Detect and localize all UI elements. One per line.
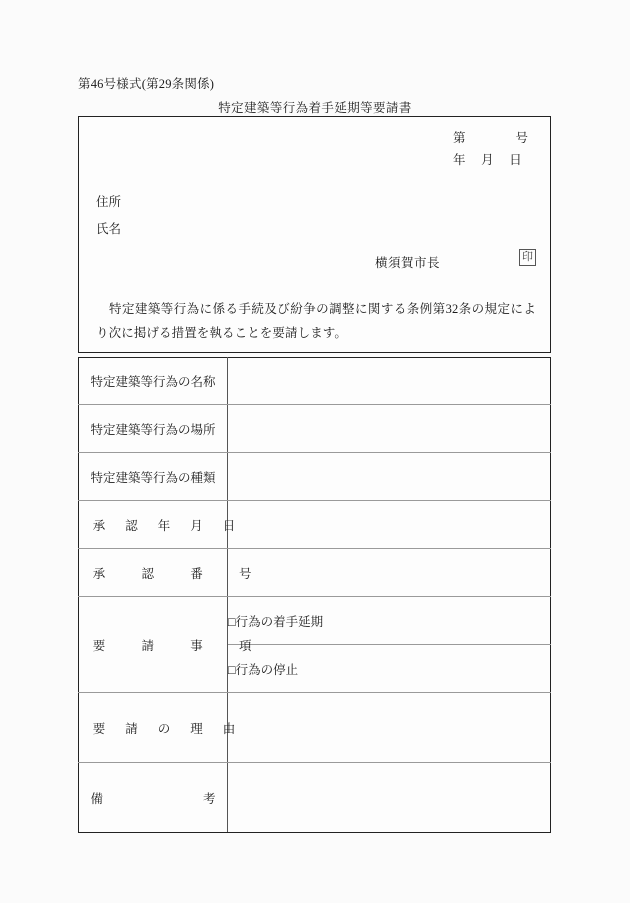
row-label: 要 請 事 項 [92, 638, 256, 653]
checkbox-icon[interactable]: □ [228, 662, 236, 677]
document-number-line: 第 号 [452, 131, 528, 145]
row-value-cell[interactable] [228, 405, 551, 453]
addressee-row [79, 253, 550, 279]
table-row [79, 501, 551, 549]
applicant-name-label: 氏名 [96, 222, 122, 236]
row-value-cell[interactable] [228, 549, 551, 597]
table-row [79, 405, 551, 453]
page-title: 特定建築等行為着手延期等要請書 [218, 101, 412, 115]
form-number: 第46号様式(第29条関係) [78, 77, 215, 91]
row-label-cell [79, 597, 256, 693]
document-meta [453, 127, 528, 171]
header-box [78, 116, 551, 353]
seal-stamp-box: 印 [519, 249, 536, 266]
row-label-cell [79, 453, 228, 501]
row-label: 特定建築等行為の種類 [90, 470, 216, 485]
row-value-cell[interactable] [228, 358, 551, 405]
row-label-cell [79, 358, 228, 405]
row-label-cell [79, 549, 256, 597]
row-label-cell [79, 405, 228, 453]
request-details-table [78, 357, 551, 833]
row-value-cell[interactable] [228, 501, 551, 549]
checkbox-option-stop[interactable] [228, 663, 298, 677]
table-row [79, 763, 551, 833]
row-label: 特定建築等行為の場所 [90, 422, 216, 437]
addressee-name: 横須賀市長 [375, 256, 441, 270]
row-value-cell[interactable] [228, 763, 551, 833]
table-row [79, 693, 551, 763]
checkbox-option-postpone[interactable] [228, 615, 323, 629]
checkbox-option-label: 行為の着手延期 [235, 614, 324, 629]
checkbox-icon[interactable]: □ [228, 614, 236, 629]
row-label: 承 認 番 号 [92, 566, 256, 581]
row-label: 要 請 の 理 由 [92, 721, 240, 736]
row-value-cell[interactable] [228, 693, 551, 763]
document-date-line: 年 月 日 [452, 153, 522, 167]
table-row [79, 453, 551, 501]
row-label-cell [79, 501, 240, 549]
table-row [79, 358, 551, 405]
applicant-address-label: 住所 [96, 195, 122, 209]
checkbox-option-label: 行為の停止 [235, 662, 299, 677]
row-label-cell [79, 693, 240, 763]
row-label: 承 認 年 月 日 [92, 518, 240, 533]
row-label: 特定建築等行為の名称 [90, 375, 216, 389]
body-paragraph: 特定建築等行為に係る手続及び紛争の調整に関する条例第32条の規定により次に掲げる措置を執ることを要請します。 [96, 302, 536, 340]
row-label: 備 考 [90, 791, 216, 806]
request-option-cell[interactable] [228, 645, 551, 693]
request-option-cell[interactable] [228, 597, 551, 645]
applicant-block [96, 189, 121, 243]
row-value-cell[interactable] [228, 453, 551, 501]
table-row [79, 549, 551, 597]
table-row [79, 597, 551, 645]
row-label-cell [79, 763, 228, 833]
